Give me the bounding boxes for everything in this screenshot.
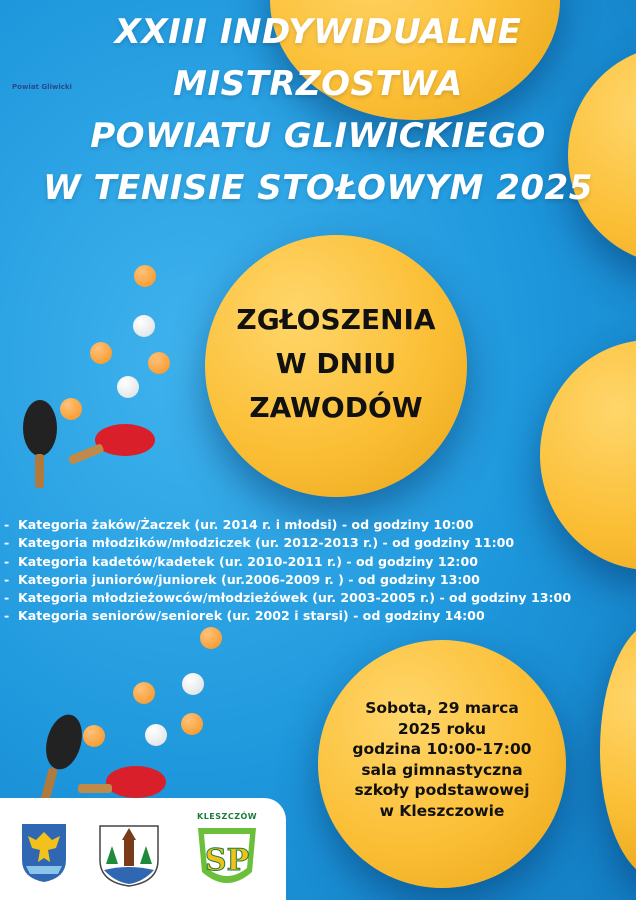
small-white-ball xyxy=(182,673,204,695)
school-logo-icon xyxy=(192,822,262,894)
list-bullet: - xyxy=(4,553,10,569)
event-title xyxy=(0,6,636,214)
list-bullet: - xyxy=(4,608,10,624)
small-orange-ball xyxy=(148,352,170,374)
event-year: 2025 roku xyxy=(397,719,487,738)
small-orange-ball xyxy=(134,265,156,287)
small-white-ball xyxy=(145,724,167,746)
category-item xyxy=(4,607,636,625)
kleszczow-coat-of-arms-icon xyxy=(98,824,160,888)
category-list xyxy=(4,516,636,626)
ping-pong-ball-right-bottom xyxy=(600,620,636,880)
event-details xyxy=(318,698,566,821)
event-location: w Kleszczowie xyxy=(379,801,505,820)
category-text: Kategoria juniorów/juniorek (ur.2006-2009 r. ) - od godziny 13:00 xyxy=(18,571,480,587)
school-logo-name: KLESZCZÓW xyxy=(197,812,258,821)
red-racket-icon xyxy=(78,762,178,802)
powiat-logo-caption: Powiat Gliwicki xyxy=(12,83,72,91)
registration-line: W DNIU xyxy=(275,347,397,380)
small-orange-ball xyxy=(90,342,112,364)
category-item xyxy=(4,516,636,534)
category-text: Kategoria młodzieżowców/młodzieżówek (ur. 2003-2005 r.) - od godziny 13:00 xyxy=(18,590,572,606)
event-date: Sobota, 29 marca xyxy=(365,699,519,717)
category-text: Kategoria seniorów/seniorek (ur. 2002 i starsi) - od godziny 14:00 xyxy=(18,608,485,624)
title-line: POWIATU GLIWICKIEGO xyxy=(90,116,546,156)
category-item xyxy=(4,534,636,552)
registration-line: ZGŁOSZENIA xyxy=(236,303,436,336)
small-orange-ball xyxy=(181,713,203,735)
event-venue: sala gimnastyczna xyxy=(361,760,523,779)
category-item xyxy=(4,553,636,571)
small-orange-ball xyxy=(133,682,155,704)
school-logo-initials: SP xyxy=(204,843,250,878)
small-orange-ball xyxy=(200,627,222,649)
category-text: Kategoria kadetów/kadetek (ur. 2010-2011 r.) - od godziny 12:00 xyxy=(18,553,478,569)
list-bullet: - xyxy=(4,590,10,606)
event-hours: godzina 10:00-17:00 xyxy=(352,740,532,758)
category-item xyxy=(4,589,636,607)
red-racket-icon xyxy=(65,420,165,480)
powiat-gliwicki-coat-of-arms-icon xyxy=(20,822,68,884)
category-text: Kategoria młodzików/młodziczek (ur. 2012-2013 r.) - od godziny 11:00 xyxy=(18,535,515,551)
title-line: MISTRZOSTWA xyxy=(173,64,463,104)
small-white-ball xyxy=(133,315,155,337)
small-white-ball xyxy=(117,376,139,398)
list-bullet: - xyxy=(4,517,10,532)
category-item xyxy=(4,571,636,589)
title-line: W TENISIE STOŁOWYM 2025 xyxy=(43,168,593,208)
event-venue: szkoły podstawowej xyxy=(354,781,530,799)
registration-notice xyxy=(205,298,467,430)
title-line: XXIII INDYWIDUALNE xyxy=(114,12,522,52)
category-text: Kategoria żaków/Żaczek (ur. 2014 r. i młodsi) - od godziny 10:00 xyxy=(18,517,474,532)
registration-line: ZAWODÓW xyxy=(249,391,423,424)
list-bullet: - xyxy=(4,535,10,551)
list-bullet: - xyxy=(4,571,10,587)
